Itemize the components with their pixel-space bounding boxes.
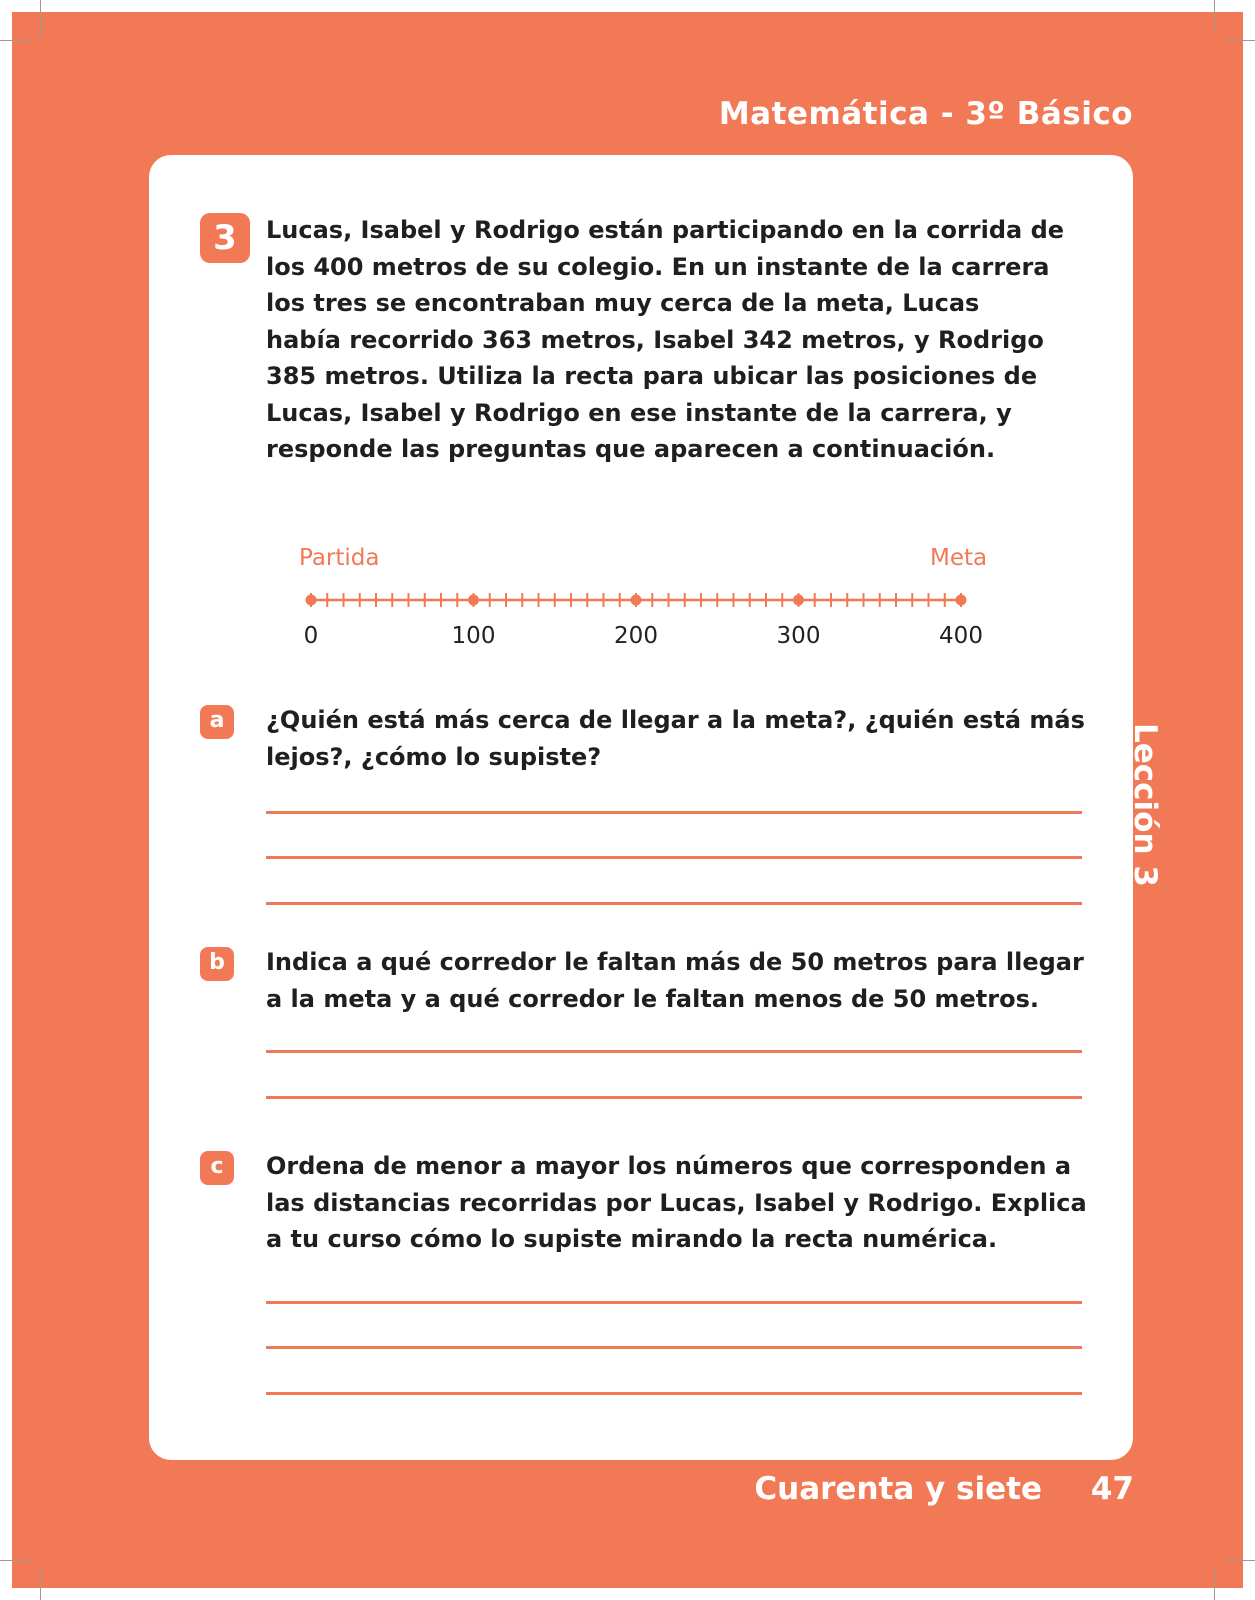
number-line-major-point <box>956 595 967 606</box>
number-line-start-label: Partida <box>299 545 380 571</box>
footer-page-number: 47 <box>1090 1471 1134 1507</box>
question-b-badge: b <box>200 947 234 981</box>
footer-page-words: Cuarenta y siete <box>754 1471 1042 1507</box>
number-line-major-point <box>793 595 804 606</box>
crop-mark-bottom-left-v <box>40 1570 41 1600</box>
crop-mark-top-right-v <box>1214 0 1215 30</box>
number-line-tick-labels <box>299 623 983 653</box>
number-line-major-point <box>631 595 642 606</box>
number-line <box>299 585 979 615</box>
answer-line-a3[interactable] <box>266 902 1082 905</box>
answer-line-c1[interactable] <box>266 1301 1082 1304</box>
number-line-tick-label: 0 <box>303 623 319 649</box>
answer-line-b1[interactable] <box>266 1050 1082 1053</box>
exercise-statement: Lucas, Isabel y Rodrigo están participando en la corrida de los 400 metros de su colegio. En un instante de la carrera los tres se encontraban muy cerca de la meta, Lucas había recorrido 363 metros, Isabel 342 metros, y Rodrigo 385 metros. Utiliza la recta para ubicar las posiciones de Lucas, Isabel y Rodrigo en ese instante de la carrera, y responde las preguntas que aparecen a continuación. <box>266 216 1065 463</box>
subject-header: Matemática - 3º Básico <box>718 96 1133 132</box>
question-c-badge: c <box>200 1151 234 1185</box>
question-a-badge: a <box>200 705 234 739</box>
exercise-number-badge: 3 <box>200 213 250 263</box>
number-line-tick-label: 100 <box>451 623 496 649</box>
crop-mark-bottom-right-v <box>1214 1570 1215 1600</box>
number-line-tick-label: 400 <box>939 623 983 649</box>
answer-line-a2[interactable] <box>266 856 1082 859</box>
number-line-tick-label: 300 <box>776 623 821 649</box>
question-c-text: Ordena de menor a mayor los números que corresponden a las distancias recorridas por Lucas, Isabel y Rodrigo. Explica a tu curso cómo lo supiste mirando la recta numérica. <box>266 1152 1087 1253</box>
exercise-card <box>149 155 1133 1460</box>
answer-line-c3[interactable] <box>266 1392 1082 1395</box>
question-a-text: ¿Quién está más cerca de llegar a la meta?, ¿quién está más lejos?, ¿cómo lo supiste? <box>266 706 1085 771</box>
question-b-text: Indica a qué corredor le faltan más de 50 metros para llegar a la meta y a qué corredor le faltan menos de 50 metros. <box>266 948 1084 1013</box>
crop-mark-bottom-left-h <box>0 1560 30 1561</box>
number-line-major-point <box>468 595 479 606</box>
answer-line-a1[interactable] <box>266 811 1082 814</box>
answer-line-c2[interactable] <box>266 1346 1082 1349</box>
answer-line-b2[interactable] <box>266 1096 1082 1099</box>
crop-mark-top-right-h <box>1225 40 1255 41</box>
number-line-major-point <box>306 595 317 606</box>
number-line-tick-label: 200 <box>614 623 658 649</box>
crop-mark-top-left-v <box>40 0 41 40</box>
number-line-end-label: Meta <box>930 545 988 571</box>
crop-mark-bottom-right-h <box>1225 1560 1255 1561</box>
crop-mark-top-left-h <box>0 40 30 41</box>
lesson-side-tab: Lección 3 <box>1127 723 1163 887</box>
